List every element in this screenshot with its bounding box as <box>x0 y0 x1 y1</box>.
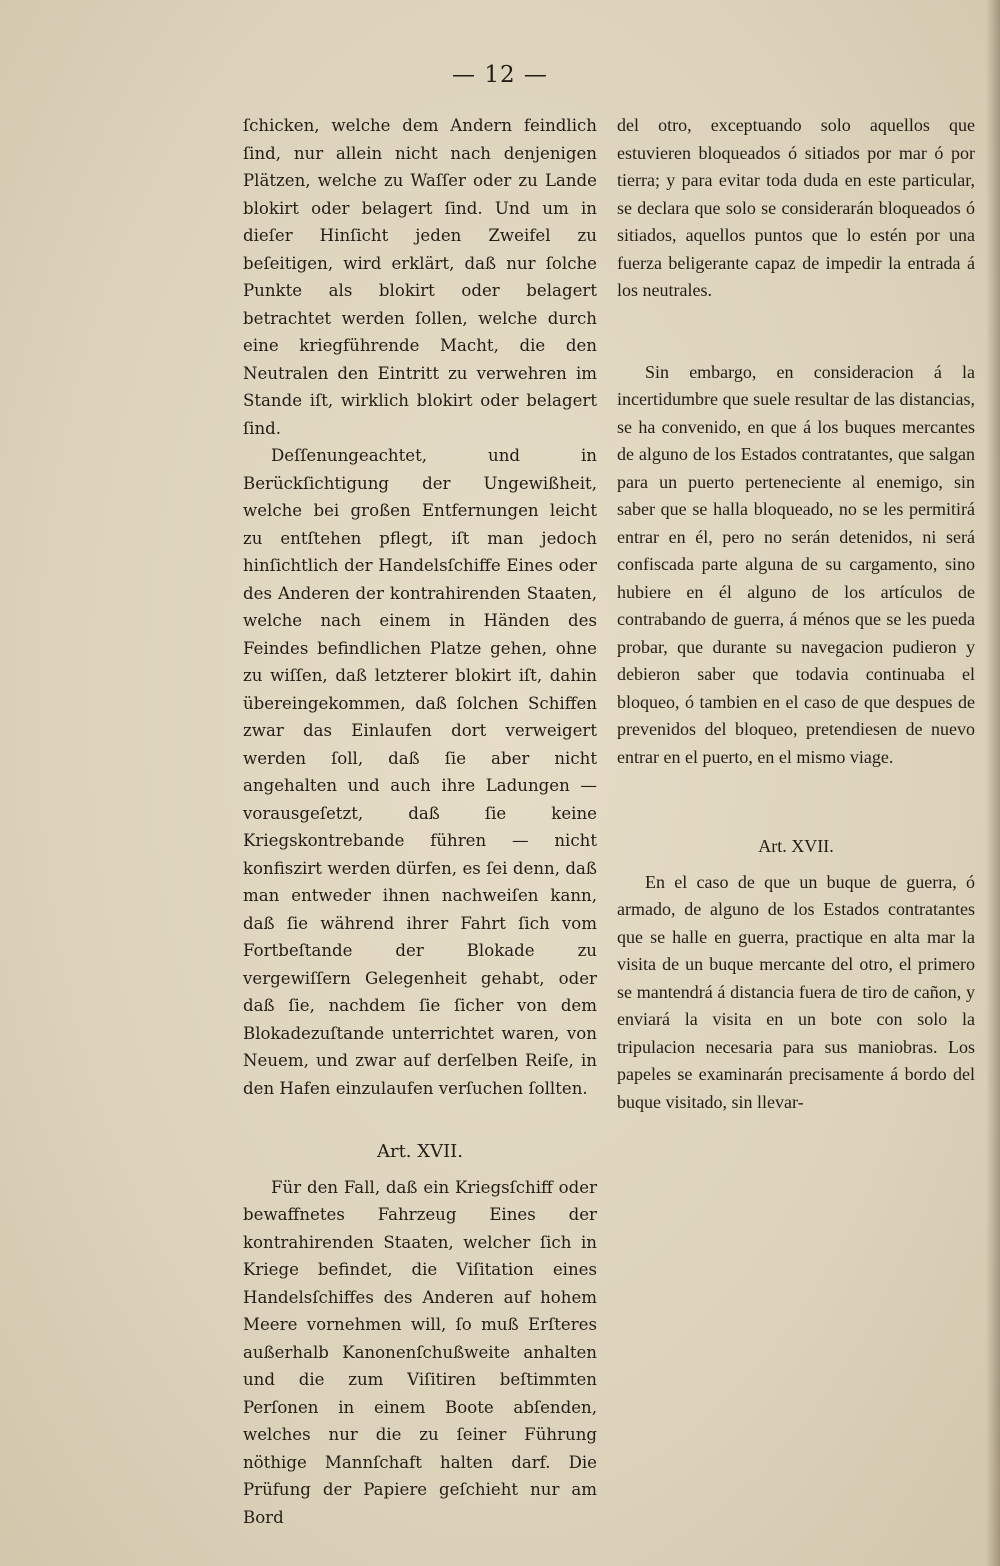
german-paragraph-1: ſchicken, welche dem Andern feindlich ſind, nur allein nicht nach denjenigen Plätzen, welche zu Waſſer oder zu Lande blokirt oder belagert ſind. Und um in dieſer Hinſicht jeden Zweifel zu beſeitigen, wird erklärt, daß nur ſolche Punkte als blokirt oder belagert betrachtet werden ſollen, welche durch eine kriegführende Macht, die den Neutralen den Eintritt zu verwehren im Stande iſt, wirklich blokirt oder belagert ſind. <box>243 116 597 438</box>
page-number: — 12 — <box>452 62 548 88</box>
spanish-paragraph-2: Sin embargo, en consideracion á la incertidumbre que suele resultar de las distancias, se ha convenido, en que á los buques mercantes de alguno de los Estados contratantes, que salgan para un puerto perteneciente al enemigo, sin saber que se halla bloqueado, no se les permitirá entrar en él, pero no serán detenidos, ni será confiscada parte alguna de su cargamento, sino hubiere en él alguno de los artículos de contrabando de guerra, á ménos que se les pueda probar, que durante su navegacion pudieron y debieron saber que todavia continuaba el bloqueo, ó tambien en el caso de que despues de prevenidos del bloqueo, pretendiesen de nuevo entrar en el puerto, en el mismo viage. <box>617 361 975 767</box>
german-column <box>243 112 597 1531</box>
spanish-paragraph-3: En el caso de que un buque de guerra, ó armado, de alguno de los Estados contratantes que se halle en guerra, practique en alta mar la visita de un buque mercante del otro, el primero se mantendrá á distancia fuera de tiro de cañon, y enviará la visita en un bote con solo la tripulacion necesaria para sus maniobras. Los papeles se examinarán precisamente á bordo del buque visitado, sin llevar- <box>617 871 975 1112</box>
spanish-column <box>617 112 975 1116</box>
spanish-paragraph-1: del otro, exceptuando solo aquellos que estuvieren bloqueados ó sitiados por mar ó por tierra; y para evitar toda duda en este particular, se declara que solo se considerarán bloqueados ó sitiados, aquellos puntos que lo estén por una fuerza beligerante capaz de impedir la entrada á los neutrales. <box>617 115 975 300</box>
german-article-heading: Art. XVII. <box>376 1141 464 1162</box>
german-paragraph-2: Deſſenungeachtet, und in Berückſichtigung der Ungewißheit, welche bei großen Entfernungen leicht zu entſtehen pflegt, iſt man jedoch hinſichtlich der Handelsſchiffe Eines oder des Anderen der kontrahirenden Staaten, welche nach einem in Händen des Feindes befindlichen Platze gehen, ohne zu wiſſen, daß letzterer blokirt iſt, dahin übereingekommen, daß ſolchen Schiffen zwar das Einlaufen dort verweigert werden ſoll, daß ſie aber nicht angehalten und auch ihre Ladungen — vorausgeſetzt, daß ſie keine Kriegskontrebande führen — nicht konfiszirt werden dürfen, es ſei denn, daß man entweder ihnen nachweiſen kann, daß ſie während ihrer Fahrt ſich vom Fortbeſtande der Blokade zu vergewiſſern Gelegenheit gehabt, oder daß ſie, nachdem ſie ſicher von dem Blokadezuſtande unterrichtet waren, von Neuem, und zwar auf derſelben Reiſe, in den Hafen einzulaufen verſuchen ſollten. <box>243 446 597 1098</box>
german-paragraph-3: Für den Fall, daß ein Kriegsſchiff oder bewaffnetes Fahrzeug Eines der kontrahirenden Staaten, welcher ſich in Kriege befindet, die Viſitation eines Handelsſchiffes des Anderen auf hohem Meere vornehmen will, ſo muß Erſteres außerhalb Kanonenſchußweite anhalten und die zum Viſitiren beſtimmten Perſonen in einem Boote abſenden, welches nur die zu ſeiner Führung nöthige Mannſchaft halten darf. Die Prüfung der Papiere geſchieht nur am Bord <box>243 1177 597 1527</box>
spanish-article-heading: Art. XVII. <box>758 836 834 856</box>
page-edge-shadow <box>986 0 1000 1566</box>
